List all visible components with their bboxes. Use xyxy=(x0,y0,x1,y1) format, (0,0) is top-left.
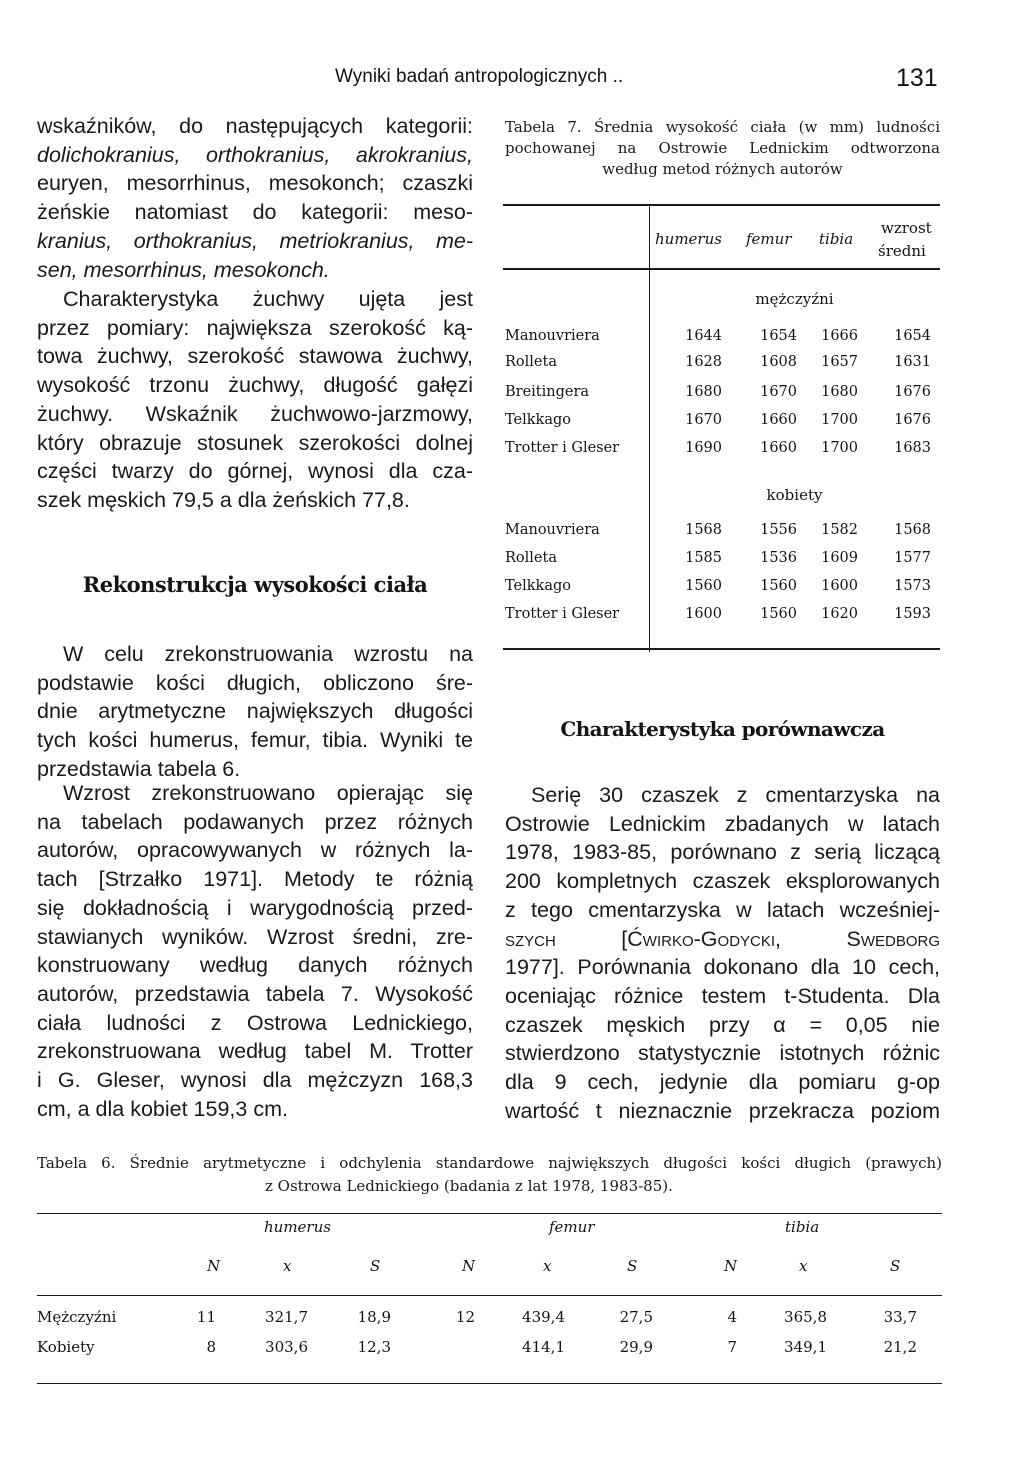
section-heading: Rekonstrukcja wysokości ciała xyxy=(82,572,428,597)
row-author: Breitingera xyxy=(505,384,590,400)
cell-mean: 1573 xyxy=(894,578,931,594)
subheader-s: S xyxy=(627,1257,638,1275)
table-rule xyxy=(37,1295,942,1296)
text-line: wskaźników, do następujących kategorii: xyxy=(37,114,473,138)
header-femur: femur xyxy=(746,230,792,248)
text-line: sen, mesorrhinus, mesokonch. xyxy=(37,257,330,282)
text-line: szek męskich 79,5 a dla żeńskich 77,8. xyxy=(37,487,410,512)
cell-tibia: 1700 xyxy=(821,440,858,456)
text-line: przedstawia tabela 6. xyxy=(37,756,241,781)
cell: 29,9 xyxy=(619,1338,653,1356)
cell: 21,2 xyxy=(883,1338,917,1356)
group-humerus: humerus xyxy=(264,1218,331,1236)
text-line: szych [Ćwirko-Godycki, Swedborg xyxy=(505,926,940,951)
cell: 303,6 xyxy=(265,1338,308,1356)
table7 xyxy=(503,204,940,650)
left-paragraph-3 xyxy=(37,640,473,784)
cell-mean: 1631 xyxy=(894,354,931,370)
cell-humerus: 1568 xyxy=(685,522,722,538)
header-wzrost: wzrost xyxy=(881,219,932,237)
text-line: kranius, orthokranius, metriokranius, me- xyxy=(37,228,473,253)
text-line: 1977]. Porównania dokonano dla 10 cech, xyxy=(505,955,940,980)
cell: 18,9 xyxy=(357,1308,391,1326)
subheader-x: x xyxy=(283,1257,292,1275)
row-author: Rolleta xyxy=(505,354,557,370)
text-line: tych kości humerus, femur, tibia. Wyniki te xyxy=(37,728,473,753)
table-rule xyxy=(37,1383,942,1384)
table-row xyxy=(503,606,940,628)
text-line: który obrazuje stosunek szerokości dolnej xyxy=(37,430,473,455)
cell: 365,8 xyxy=(784,1308,827,1326)
cell-tibia: 1620 xyxy=(821,606,858,622)
cell-femur: 1608 xyxy=(760,354,797,370)
header-sredni: średni xyxy=(878,242,926,260)
table-row xyxy=(503,328,940,350)
row-label-men: Mężczyźni xyxy=(37,1308,117,1326)
table-row xyxy=(503,412,940,434)
cell-femur: 1560 xyxy=(760,606,797,622)
left-paragraph-4 xyxy=(37,779,473,1123)
cell-mean: 1577 xyxy=(894,550,931,566)
table-row xyxy=(503,522,940,544)
text-line: czaszek męskich przy α = 0,05 nie xyxy=(505,1012,940,1037)
left-paragraph-1 xyxy=(37,112,473,284)
section-label-men: mężczyźni xyxy=(755,290,834,308)
cell-femur: 1556 xyxy=(760,522,797,538)
cell-humerus: 1644 xyxy=(685,328,722,344)
cell-humerus: 1670 xyxy=(685,412,722,428)
caption-line: z Ostrowa Lednickiego (badania z lat 1978, 1983-85). xyxy=(265,1177,673,1195)
cell-tibia: 1600 xyxy=(821,578,858,594)
text-line: ciała ludności z Ostrowa Lednickiego, xyxy=(37,1010,473,1035)
cell: 33,7 xyxy=(883,1308,917,1326)
header-tibia: tibia xyxy=(819,230,854,248)
text-line: konstruowany według danych różnych xyxy=(37,953,473,978)
cell-tibia: 1666 xyxy=(821,328,858,344)
row-author: Manouvriera xyxy=(505,522,600,538)
text-line: Wzrost zrekonstruowano opierając się xyxy=(63,781,473,805)
cell-femur: 1654 xyxy=(760,328,797,344)
cell-femur: 1670 xyxy=(760,384,797,400)
table-row xyxy=(503,384,940,406)
text-line: się dokładnością i warygodnością przed- xyxy=(37,895,473,920)
row-author: Rolleta xyxy=(505,550,557,566)
cell: 27,5 xyxy=(619,1308,653,1326)
text-line: cm, a dla kobiet 159,3 cm. xyxy=(37,1096,288,1121)
cell: 4 xyxy=(727,1308,737,1326)
cell-femur: 1660 xyxy=(760,440,797,456)
left-paragraph-2 xyxy=(37,285,473,515)
text-line: wartość t nieznacznie przekracza poziom xyxy=(505,1098,940,1123)
cell-mean: 1683 xyxy=(894,440,931,456)
text-line: dla 9 cech, jedynie dla pomiaru g-op xyxy=(505,1070,940,1095)
text-line: stwierdzono statystycznie istotnych różnic xyxy=(505,1041,940,1066)
cell: 321,7 xyxy=(265,1308,308,1326)
page-number: 131 xyxy=(896,64,938,92)
subheader-n: N xyxy=(207,1257,221,1275)
text-line: oceniając różnice testem t-Studenta. Dla xyxy=(505,983,940,1008)
caption-line: Tabela 6. Średnie arytmetyczne i odchylenia standardowe największych długości kości długich (prawych) xyxy=(37,1154,942,1172)
caption-line: pochowanej na Ostrowie Lednickim odtworzona xyxy=(505,139,940,157)
table-row xyxy=(503,578,940,600)
text-line: żuchwy. Wskaźnik żuchwowo-jarzmowy, xyxy=(37,401,473,426)
cell-tibia: 1609 xyxy=(821,550,858,566)
section-heading: Charakterystyka porównawcza xyxy=(560,717,885,741)
text-line: W celu zrekonstruowania wzrostu na xyxy=(63,642,473,666)
running-title: Wyniki badań antropologicznych .. xyxy=(335,66,624,87)
text-line: żeńskie natomiast do kategorii: meso- xyxy=(37,200,473,225)
cell: 8 xyxy=(206,1338,216,1356)
section-label-women: kobiety xyxy=(766,486,823,504)
text-line: z tego cmentarzyska w latach wcześniej- xyxy=(505,897,940,922)
table6-caption xyxy=(37,1152,942,1198)
text-line: części twarzy do górnej, wynosi dla cza- xyxy=(37,459,473,484)
cell-humerus: 1680 xyxy=(685,384,722,400)
cell-tibia: 1582 xyxy=(821,522,858,538)
table-rule xyxy=(503,648,940,650)
cell-femur: 1536 xyxy=(760,550,797,566)
subheader-x: x xyxy=(799,1257,808,1275)
text-line: i G. Gleser, wynosi dla mężczyzn 168,3 xyxy=(37,1068,473,1093)
row-author: Telkkago xyxy=(505,412,571,428)
text-line: tach [Strzałko 1971]. Metody te różnią xyxy=(37,867,473,892)
text-line: 200 kompletnych czaszek eksplorowanych xyxy=(505,869,940,894)
caption-line: Tabela 7. Średnia wysokość ciała (w mm) ludności xyxy=(505,118,940,136)
cell-humerus: 1560 xyxy=(685,578,722,594)
text-line: dolichokranius, orthokranius, akrokranius, xyxy=(37,142,473,167)
cell-humerus: 1585 xyxy=(685,550,722,566)
cell-tibia: 1700 xyxy=(821,412,858,428)
row-author: Manouvriera xyxy=(505,328,600,344)
row-author: Trotter i Gleser xyxy=(505,606,620,622)
cell-humerus: 1690 xyxy=(685,440,722,456)
cell: 12,3 xyxy=(357,1338,391,1356)
text-line: Ostrowie Lednickim zbadanych w latach xyxy=(505,811,940,836)
group-femur: femur xyxy=(549,1218,595,1236)
right-paragraph-1 xyxy=(505,781,940,1125)
cell-femur: 1660 xyxy=(760,412,797,428)
subheader-n: N xyxy=(724,1257,738,1275)
text-line: towa żuchwy, szerokość stawowa żuchwy, xyxy=(37,344,473,369)
cell-humerus: 1600 xyxy=(685,606,722,622)
table6 xyxy=(37,1213,942,1388)
cell: 12 xyxy=(455,1308,475,1326)
cell: 11 xyxy=(196,1308,216,1326)
caption-line: według metod różnych autorów xyxy=(602,160,843,178)
row-author: Trotter i Gleser xyxy=(505,440,620,456)
text-line: Serię 30 czaszek z cmentarzyska na xyxy=(531,783,940,807)
cell-mean: 1676 xyxy=(894,412,931,428)
cell: 439,4 xyxy=(522,1308,565,1326)
row-author: Telkkago xyxy=(505,578,571,594)
table-row xyxy=(503,354,940,376)
text-line: przez pomiary: największa szerokość ką- xyxy=(37,315,473,340)
text-line: zrekonstruowana według tabel M. Trotter xyxy=(37,1039,473,1064)
text-line: na tabelach podawanych przez różnych xyxy=(37,809,473,834)
text-line: dnie arytmetyczne największych długości xyxy=(37,699,473,724)
table-rule xyxy=(503,268,940,270)
subheader-n: N xyxy=(462,1257,476,1275)
cell-femur: 1560 xyxy=(760,578,797,594)
row-label-women: Kobiety xyxy=(37,1338,95,1356)
cell-mean: 1568 xyxy=(894,522,931,538)
text-line: stawianych wyników. Wzrost średni, zre- xyxy=(37,924,473,949)
cell-humerus: 1628 xyxy=(685,354,722,370)
cell-mean: 1654 xyxy=(894,328,931,344)
subheader-s: S xyxy=(370,1257,381,1275)
text-line: euryen, mesorrhinus, mesokonch; czaszki xyxy=(37,171,473,196)
cell-mean: 1593 xyxy=(894,606,931,622)
text-line: podstawie kości długich, obliczono śre- xyxy=(37,670,473,695)
cell-tibia: 1680 xyxy=(821,384,858,400)
cell-mean: 1676 xyxy=(894,384,931,400)
text-line: 1978, 1983-85, porównano z serią liczącą xyxy=(505,840,940,865)
text-line: autorów, opracowywanych w różnych la- xyxy=(37,838,473,863)
cell: 349,1 xyxy=(784,1338,827,1356)
table-rule xyxy=(37,1213,942,1214)
cell: 7 xyxy=(727,1338,737,1356)
text-line: autorów, przedstawia tabela 7. Wysokość xyxy=(37,981,473,1006)
table-row xyxy=(503,440,940,462)
cell-tibia: 1657 xyxy=(821,354,858,370)
cell: 414,1 xyxy=(522,1338,565,1356)
table-rule xyxy=(503,204,940,206)
running-header xyxy=(0,66,1024,96)
subheader-x: x xyxy=(543,1257,552,1275)
text-line: wysokość trzonu żuchwy, długość gałęzi xyxy=(37,373,473,398)
text-line: Charakterystyka żuchwy ujęta jest xyxy=(63,287,473,311)
table-row xyxy=(503,550,940,572)
table7-caption xyxy=(505,117,940,180)
subheader-s: S xyxy=(890,1257,901,1275)
header-humerus: humerus xyxy=(655,230,722,248)
group-tibia: tibia xyxy=(785,1218,820,1236)
